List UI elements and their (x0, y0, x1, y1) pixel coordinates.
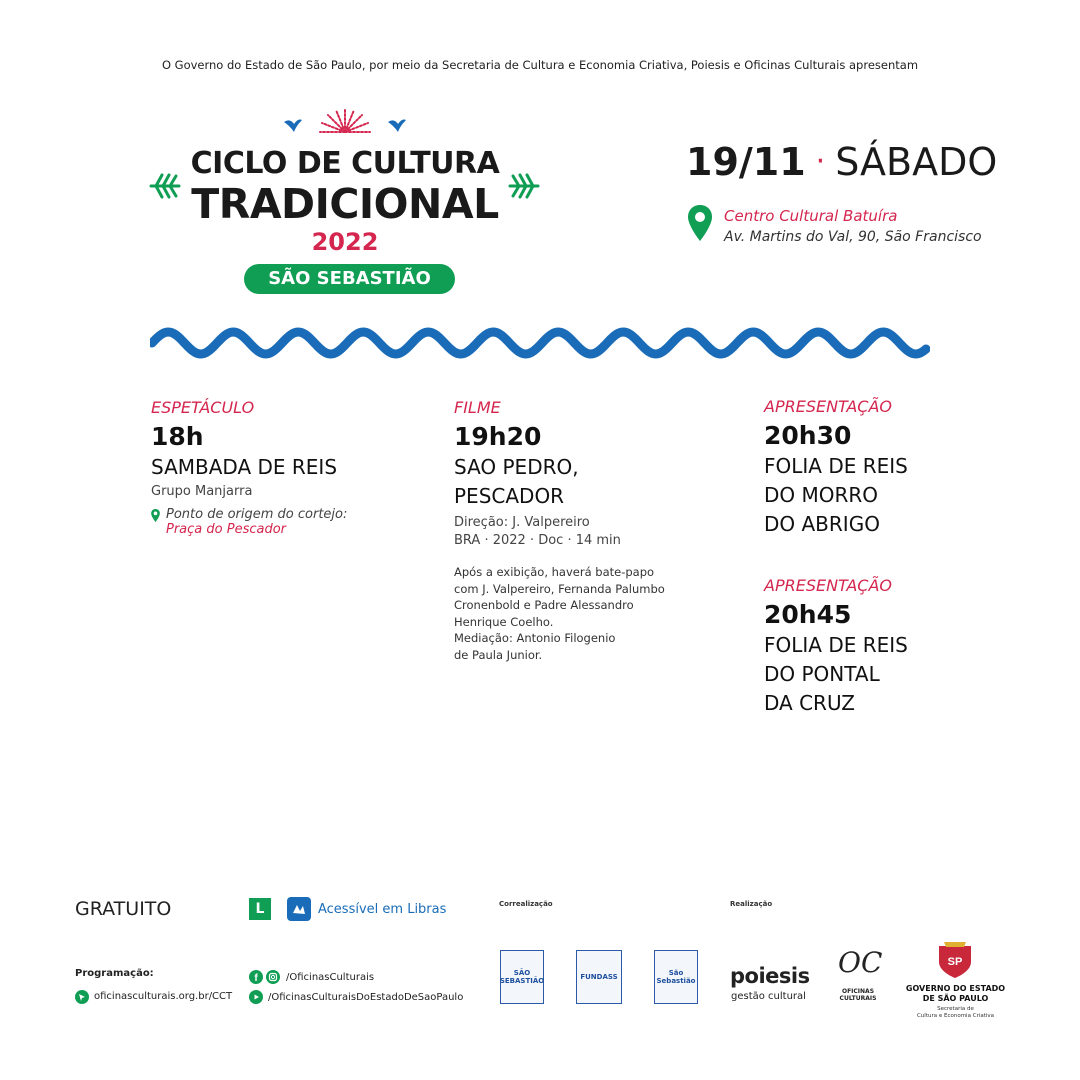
gov-line2: DE SÃO PAULO (922, 994, 989, 1003)
program-column-2 (454, 398, 714, 663)
facebook-icon (249, 970, 263, 984)
partner-logo-3: São Sebastião (654, 950, 698, 1004)
gov-line1: GOVERNO DO ESTADO (905, 984, 1006, 993)
realizacao-label: Realização (730, 900, 773, 908)
film-info: BRA · 2022 · Doc · 14 min (454, 533, 621, 548)
gov-logo-text (898, 984, 1013, 1004)
corealizacao-label: Correalização (499, 900, 553, 908)
free-label: GRATUITO (75, 898, 172, 920)
event-title-line3: DA CRUZ (764, 691, 855, 715)
logo-title-line1: CICLO DE CULTURA (190, 146, 500, 181)
small-pin-icon (151, 509, 160, 522)
wave-divider (150, 326, 930, 360)
program-column-3a (764, 397, 1024, 539)
intro-text: O Governo do Estado de São Paulo, por meio da Secretaria de Cultura e Economia Criativa, Poiesis e Oficinas Culturais apresentam (161, 58, 919, 72)
event-time: 18h (151, 422, 204, 451)
category-label: ESPETÁCULO (151, 398, 255, 417)
film-notes (454, 564, 714, 663)
oc-logo: OC (838, 946, 883, 979)
note-line: Após a exibição, haverá bate-papo (454, 565, 655, 579)
gov-subtitle (898, 1006, 1013, 1020)
event-date-line (686, 140, 997, 184)
gov-sub2: Cultura e Economia Criativa (916, 1013, 995, 1019)
rating-badge: L (249, 898, 271, 920)
program-column-3b (764, 576, 1024, 718)
event-group: Grupo Manjarra (151, 484, 253, 499)
category-label: APRESENTAÇÃO (764, 576, 893, 595)
event-date: 19/11 (686, 140, 806, 184)
location-pin-icon (688, 205, 712, 241)
poiesis-logo: poiesis (730, 964, 810, 988)
note-line: com J. Valpereiro, Fernanda Palumbo (454, 581, 665, 596)
venue-address: Av. Martins do Val, 90, São Francisco (724, 229, 982, 245)
gov-sub1: Secretaria de (937, 1006, 974, 1012)
origin-place: Praça do Pescador (166, 522, 287, 537)
event-title-line1: SAO PEDRO, (454, 455, 579, 479)
event-title-line2: DO PONTAL (764, 662, 880, 686)
fireworks-icon (320, 108, 370, 132)
note-line: Mediação: Antonio Filogenio (454, 631, 616, 645)
social-icons-row1 (249, 970, 281, 985)
bird-right-icon (388, 120, 406, 133)
note-line: Henrique Coelho. (454, 614, 554, 629)
event-title-line1: FOLIA DE REIS (764, 633, 908, 657)
note-line: de Paula Junior. (454, 647, 543, 662)
svg-text:f: f (254, 973, 258, 984)
event-time: 20h30 (764, 421, 852, 450)
poiesis-subtitle: gestão cultural (731, 991, 806, 1002)
logo-title-line2: TRADICIONAL (191, 180, 499, 228)
date-separator: · (815, 144, 826, 179)
libras-icon (287, 897, 311, 921)
event-weekday: SÁBADO (835, 140, 998, 184)
origin-label: Ponto de origem do cortejo: (166, 507, 348, 522)
event-title: SAMBADA DE REIS (151, 455, 338, 479)
oc-subtitle (838, 988, 878, 1002)
category-label: APRESENTAÇÃO (764, 397, 893, 416)
sp-coat-of-arms-icon (935, 938, 975, 980)
partner-logo-1: SÃO SEBASTIÃO (500, 950, 544, 1004)
event-title-line2: PESCADOR (454, 484, 565, 508)
social-handle-1[interactable]: /OficinasCulturais (286, 972, 375, 983)
sp-badge-text: SP (947, 956, 963, 968)
oc-sub-line2: CULTURAIS (839, 995, 877, 1002)
oc-sub-line1: OFICINAS (841, 988, 875, 995)
cursor-icon (75, 990, 89, 1004)
instagram-icon (266, 970, 280, 984)
origin-info (151, 507, 411, 537)
partner-logo-2: FUNDASS (576, 950, 622, 1004)
accessible-label: Acessível em Libras (318, 902, 447, 917)
social-handle-2[interactable]: /OficinasCulturaisDoEstadoDeSaoPaulo (268, 992, 464, 1003)
category-label: FILME (454, 398, 501, 417)
event-title-line2: DO MORRO (764, 483, 879, 507)
logo-year: 2022 (311, 228, 379, 256)
youtube-icon (249, 990, 264, 1005)
bird-left-icon (284, 120, 302, 133)
logo-ornament (280, 104, 410, 138)
venue-name: Centro Cultural Batuíra (724, 207, 898, 225)
event-title-line3: DO ABRIGO (764, 512, 880, 536)
film-director: Direção: J. Valpereiro (454, 515, 590, 530)
event-time: 19h20 (454, 422, 542, 451)
city-badge: SÃO SEBASTIÃO (244, 264, 455, 294)
note-line: Cronenbold e Padre Alessandro (454, 598, 634, 612)
program-label: Programação: (75, 968, 154, 979)
event-title-line1: FOLIA DE REIS (764, 454, 908, 478)
event-time: 20h45 (764, 600, 852, 629)
program-column-1 (151, 398, 411, 537)
program-url[interactable]: oficinasculturais.org.br/CCT (94, 991, 233, 1002)
